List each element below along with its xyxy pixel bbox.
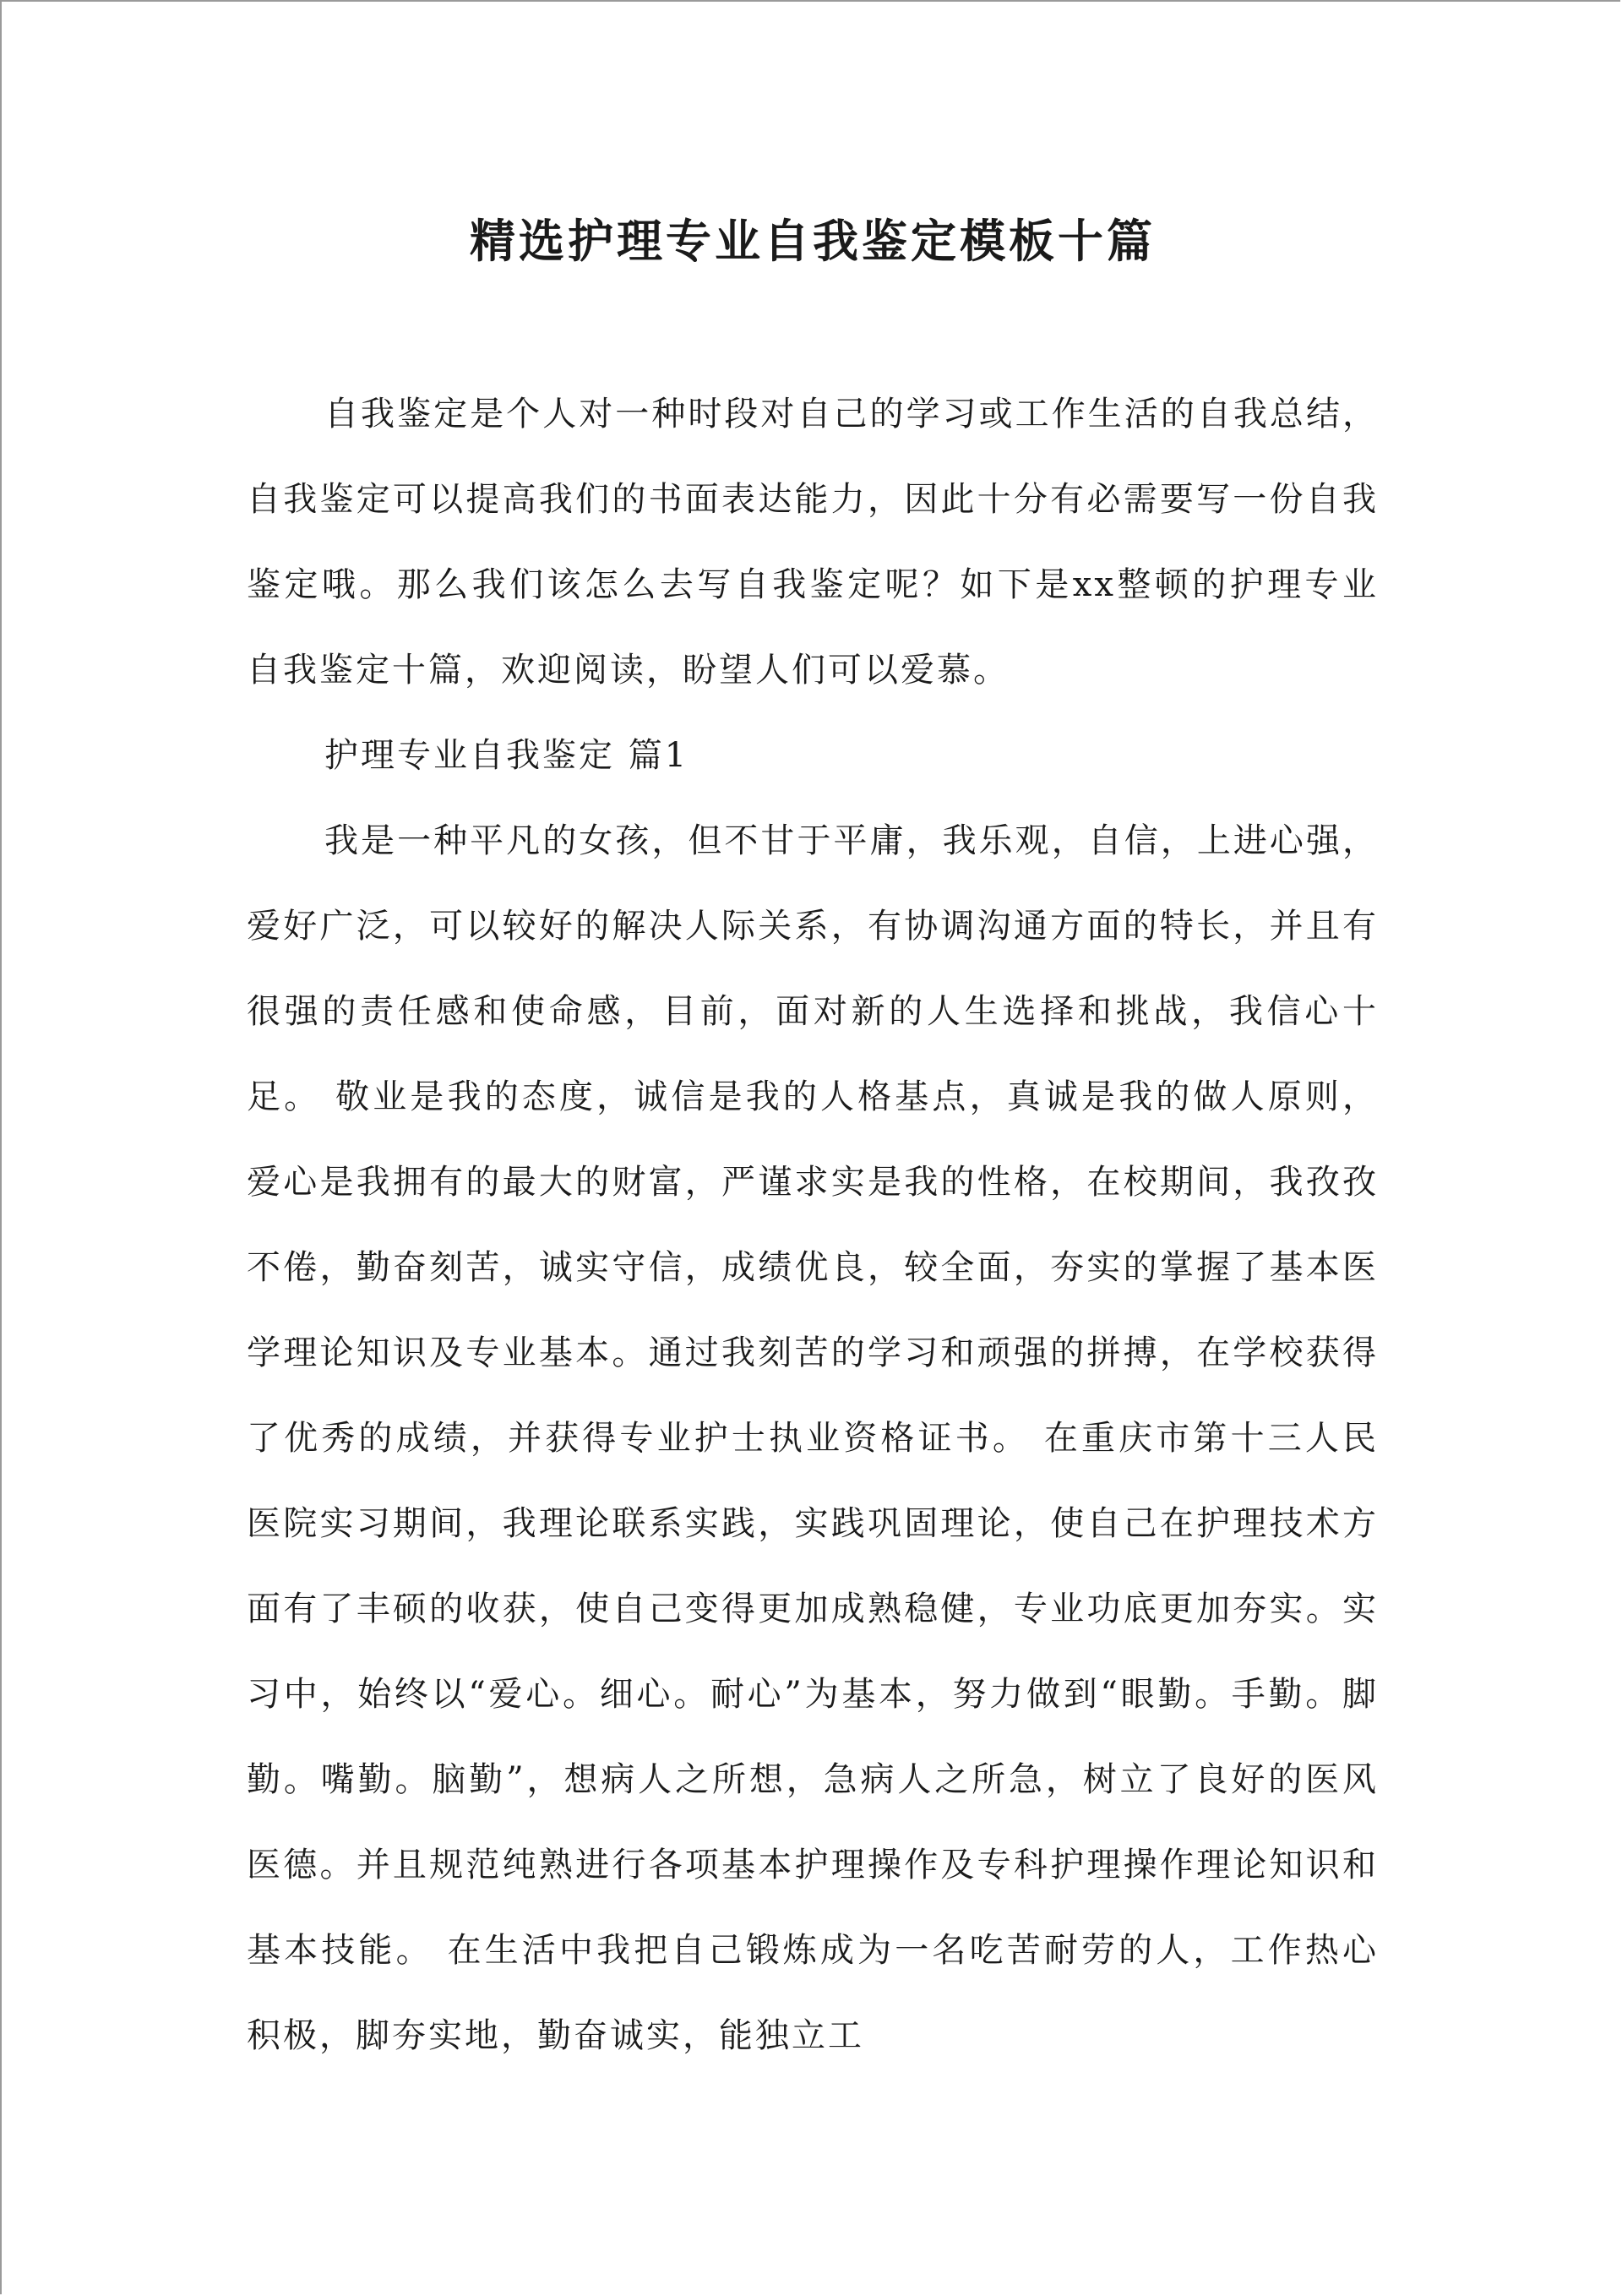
intro-paragraph: 自我鉴定是个人对一种时段对自己的学习或工作生活的自我总结，自我鉴定可以提高我们的书面表达能力，因此十分有必需要写一份自我鉴定哦。那么我们该怎么去写自我鉴定呢？如下是xx整顿的护理专业自我鉴定十篇，欢迎阅读，盼望人们可以爱慕。 — [247, 395, 1379, 690]
section-body-1: 我是一种平凡的女孩，但不甘于平庸，我乐观，自信，上进心强，爱好广泛，可以较好的解决人际关系，有协调沟通方面的特长，并且有很强的责任感和使命感，目前，面对新的人生选择和挑战，我信心十足。 敬业是我的态度，诚信是我的人格基点，真诚是我的做人原则，爱心是我拥有的最大的财富，严谨求实是我的性格，在校期间，我孜孜不倦，勤奋刻苦，诚实守信，成绩优良，较全面，夯实的掌握了基本医学理论知识及专业基本。通过我刻苦的学习和顽强的拼搏，在学校获得了优秀的成绩，并获得专业护士执业资格证书。 在重庆市第十三人民医院实习期间，我理论联系实践，实践巩固理论，使自己在护理技术方面有了丰硕的收获，使自己变得更加成熟稳健，专业功底更加夯实。实习中，始终以“爱心。细心。耐心”为基本，努力做到“眼勤。手勤。脚勤。嘴勤。脑勤”，想病人之所想，急病人之所急，树立了良好的医风医德。并且规范纯熟进行各项基本护理操作及专科护理操作理论知识和基本技能。 在生活中我把自己锻炼成为一名吃苦耐劳的人，工作热心积极，脚夯实地，勤奋诚实，能独立工 — [247, 821, 1379, 2055]
document-title: 精选护理专业自我鉴定模板十篇 — [470, 214, 1156, 268]
document-body — [247, 372, 1379, 2079]
section-heading-1: 护理专业自我鉴定 篇1 — [324, 736, 689, 775]
